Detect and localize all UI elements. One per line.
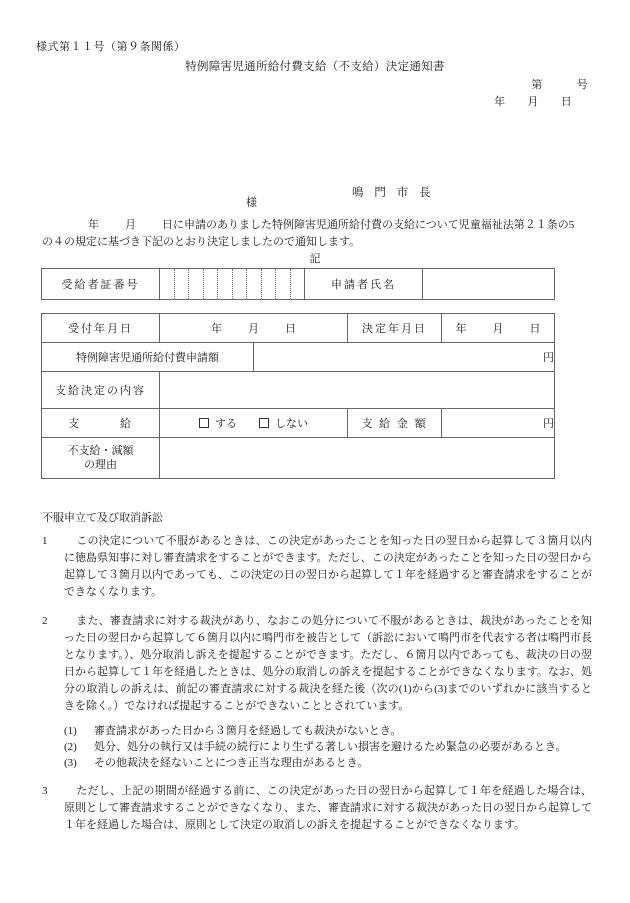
form-number: 様式第１１号（第９条関係）: [36, 41, 186, 53]
appeal-item-3-text: ただし、上記の期間が経過する前に、この決定があった日の翌日から起算して１年を経過した場合は、原則として審査請求することができなくなり、また、審査請求に対する裁決があった日の翌日から起算して１年を経過した場合は、原則として決定の取消しの訴えを提起することができなくなります。: [64, 785, 592, 831]
appeal-item-2-text: また、審査請求に対する裁決があり、なおこの処分について不服があるときは、裁決があったことを知った日の翌日から起算して６箇月以内に鳴門市を被告として（訴訟において鳴門市を代表する者は鳴門市長となります。）、処分取消し訴えを提起することができます。ただし、６箇月以内であっても、裁決の日の翌日から起算して１年を経過したときは、処分の取消しの訴えを提起することができなくなります。なお、処分の取消しの訴えは、前記の審査請求に対する裁決を経た後（次の(1)から(3)までのいずれかに該当するときを除く。）でなければ提起することができないこととされています。: [64, 615, 592, 712]
sub-item-3-text: その他裁決を経ないことにつき正当な理由があるとき。: [94, 757, 369, 769]
receipt-day-label: 日: [285, 323, 296, 335]
appeal-item-1: [42, 533, 592, 601]
document-title: 特例障害児通所給付費支給（不支給）決定通知書: [185, 61, 445, 73]
header-month-label: 月: [527, 96, 539, 108]
decision-content-input[interactable]: [160, 372, 555, 409]
intro-year-label: 年: [88, 219, 99, 231]
payment-option-yes: する: [215, 418, 237, 430]
sub-item-1-number: (1): [64, 725, 77, 737]
document-date-line: [494, 93, 572, 109]
number-prefix-label: 第: [531, 79, 543, 91]
sub-item-1-text: 審査請求があった日から３箇月を経過しても裁決がないとき。: [94, 725, 402, 737]
sub-item-3-number: (3): [64, 757, 77, 769]
payment-option-no: しない: [275, 418, 308, 430]
reason-input[interactable]: [160, 438, 555, 479]
table-row: [42, 343, 555, 372]
decision-date-label: 決定年月日: [348, 314, 442, 343]
intro-text-first: 日に申請のありました特例障害児通所給付費の支給について児童福祉法第２１条の5: [162, 219, 575, 231]
appeals-heading: 不服申立て及び取消訴訟: [42, 512, 163, 524]
receipt-month-label: 月: [248, 323, 259, 335]
receipt-date-label: 受付年月日: [42, 314, 160, 343]
applicant-name-label: 申請者氏名: [305, 269, 423, 300]
document-number-line: [531, 76, 588, 92]
cert-cell[interactable]: [160, 269, 175, 299]
sub-item-2-number: (2): [64, 741, 77, 753]
table-row: [42, 438, 555, 479]
intro-text-second: の４の規定に基づき下記のとおり決定しましたので通知します。: [42, 236, 361, 248]
checkbox-yes-icon[interactable]: [199, 418, 209, 428]
checkbox-no-icon[interactable]: [259, 418, 269, 428]
sub-item-2-text: 処分、処分の執行又は手続の続行により生ずる著しい損害を避けるため緊急の必要があるとき。: [94, 741, 567, 753]
payment-label: 支 給: [42, 409, 160, 438]
cert-cell[interactable]: [204, 269, 219, 299]
appeal-item-3-number: 3: [42, 785, 48, 797]
intro-paragraph: [42, 217, 588, 251]
issuer-title: 鳴 門 市 長: [352, 187, 435, 199]
cert-cell[interactable]: [175, 269, 190, 299]
list-item: [64, 755, 592, 771]
cert-cell[interactable]: [276, 269, 291, 299]
receipt-date-input[interactable]: [160, 314, 348, 343]
recipient-table: [41, 268, 555, 300]
appeal-item-3: [42, 783, 592, 834]
table-row: [42, 409, 555, 438]
cert-cell[interactable]: [262, 269, 277, 299]
header-day-label: 日: [560, 96, 572, 108]
cert-number-cells: [160, 269, 304, 299]
appeal-item-1-text: この決定について不服があるときは、この決定があったことを知った日の翌日から起算して３箇月以内に徳島県知事に対し審査請求をすることができます。ただし、この決定があったことを知った日の翌日から起算して３箇月以内であっても、この決定の日の翌日から起算して１年を経過すると審査請求をすることができなくなります。: [64, 535, 592, 598]
cert-cell[interactable]: [291, 269, 305, 299]
cert-number-label: 受給者証番号: [42, 269, 160, 300]
number-suffix-label: 号: [576, 79, 588, 91]
decision-month-label: 月: [492, 323, 504, 335]
decision-content-label: 支給決定の内容: [42, 372, 160, 409]
payment-amount-label: 支 給 金 額: [348, 409, 442, 438]
table-row: [42, 269, 555, 300]
decision-year-label: 年: [455, 323, 467, 335]
reason-label-line1: 不支給・減額: [67, 445, 134, 457]
payment-amount-input[interactable]: [442, 409, 555, 438]
applicant-name-input[interactable]: [423, 269, 555, 300]
reason-label: [42, 438, 160, 479]
appeal-item-1-number: 1: [42, 535, 48, 547]
claim-amount-label: 特例障害児通所給付費申請額: [42, 343, 254, 372]
decision-date-input[interactable]: [442, 314, 555, 343]
intro-month-label: 月: [125, 219, 136, 231]
appeal-item-2-number: 2: [42, 615, 48, 627]
claim-amount-unit: 円: [543, 352, 554, 364]
receipt-year-label: 年: [211, 323, 222, 335]
claim-amount-input[interactable]: [254, 343, 555, 372]
addressee-honorific: 様: [246, 197, 257, 209]
header-year-label: 年: [494, 96, 506, 108]
cert-cell[interactable]: [218, 269, 233, 299]
cert-cell[interactable]: [233, 269, 248, 299]
cert-cell[interactable]: [247, 269, 262, 299]
payment-amount-unit: 円: [543, 418, 554, 430]
list-item: [64, 723, 592, 739]
cert-number-input[interactable]: [160, 269, 305, 300]
cert-cell[interactable]: [189, 269, 204, 299]
ki-marker: 記: [309, 253, 321, 265]
appeal-sublist: [64, 723, 592, 771]
table-row: [42, 314, 555, 343]
decision-day-label: 日: [529, 323, 541, 335]
list-item: [64, 739, 592, 755]
table-row: [42, 372, 555, 409]
payment-options[interactable]: [160, 409, 348, 438]
appeals-list: [42, 533, 592, 846]
decision-table: [41, 313, 555, 479]
reason-label-line2: の理由: [84, 459, 117, 471]
appeal-item-2: [42, 613, 592, 715]
